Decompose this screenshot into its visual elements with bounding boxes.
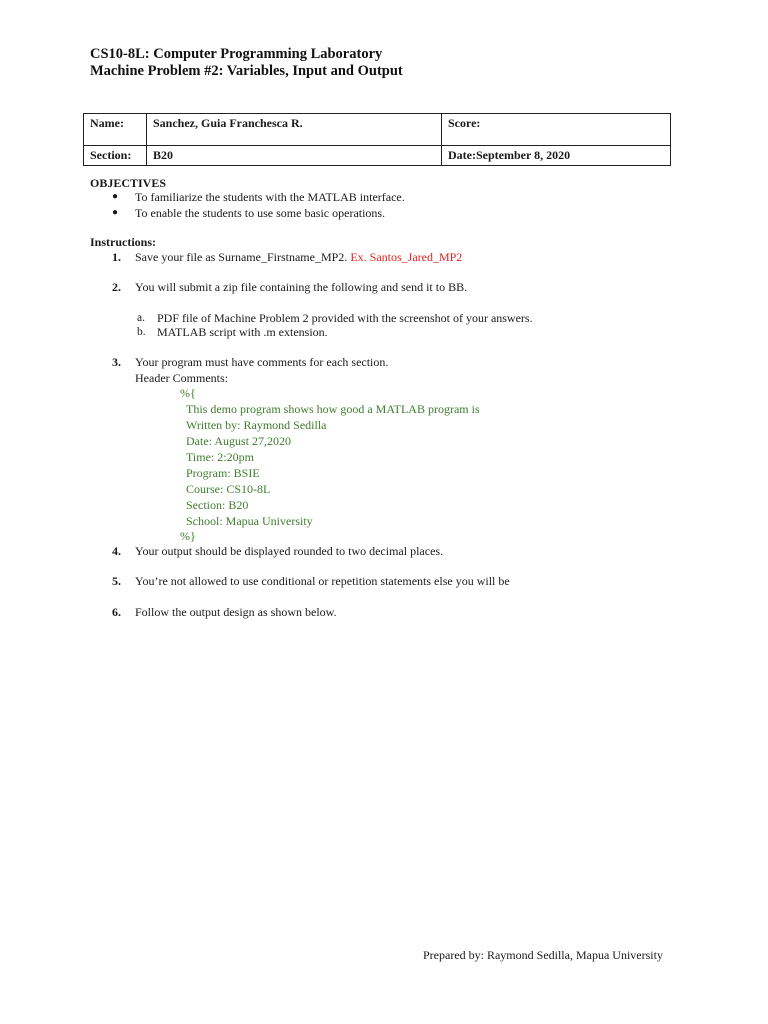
bullet-icon: ● [112, 191, 119, 202]
code-line: School: Mapua University [186, 514, 313, 528]
bullet-icon: ● [112, 207, 119, 218]
instruction-item-3: Your program must have comments for each section. [135, 355, 389, 369]
item-number: 6. [112, 605, 121, 619]
item-number: 2. [112, 280, 121, 294]
code-line: Section: B20 [186, 498, 249, 512]
code-line: Written by: Raymond Sedilla [186, 418, 327, 432]
instructions-heading: Instructions: [90, 235, 157, 249]
item-number: 1. [112, 250, 121, 264]
date-label: Date: [448, 148, 476, 162]
date-cell [442, 146, 671, 166]
item-number: 4. [112, 544, 121, 558]
student-info-table [83, 113, 671, 166]
objectives-heading: OBJECTIVES [90, 176, 167, 190]
date-value: September 8, 2020 [475, 148, 571, 162]
code-line: Program: BSIE [186, 466, 260, 480]
instruction-item-5: You’re not allowed to use conditional or repetition statements else you will be [135, 574, 510, 588]
item-number: 5. [112, 574, 121, 588]
code-close: %} [180, 529, 196, 543]
instruction-item-6: Follow the output design as shown below. [135, 605, 337, 619]
subitem-letter: b. [137, 326, 146, 338]
problem-title: Machine Problem #2: Variables, Input and Output [90, 63, 403, 79]
section-value: B20 [147, 146, 442, 166]
score-label: Score: [448, 116, 481, 130]
course-title: CS10-8L: Computer Programming Laboratory [90, 46, 383, 62]
example-filename: Ex. Santos_Jared_MP2 [350, 250, 463, 264]
instruction-item-4: Your output should be displayed rounded to two decimal places. [135, 544, 444, 558]
name-label: Name: [84, 114, 147, 146]
subitem-letter: a. [137, 312, 145, 324]
code-open: %{ [180, 386, 196, 400]
instruction-item-1 [135, 250, 462, 264]
code-line: Course: CS10-8L [186, 482, 271, 496]
footer-prepared-by: Prepared by: Raymond Sedilla, Mapua University [423, 948, 663, 962]
header-comments-label: Header Comments: [135, 371, 228, 385]
objective-item: To enable the students to use some basic operations. [135, 206, 386, 220]
instruction-item-2: You will submit a zip file containing the following and send it to BB. [135, 280, 468, 294]
subitem-a: PDF file of Machine Problem 2 provided with the screenshot of your answers. [157, 311, 533, 325]
instruction-text: Save your file as Surname_Firstname_MP2. [135, 250, 348, 264]
subitem-b: MATLAB script with .m extension. [157, 325, 328, 339]
objective-item: To familiarize the students with the MATLAB interface. [135, 190, 405, 204]
name-value: Sanchez, Guia Franchesca R. [147, 114, 442, 146]
section-label: Section: [84, 146, 147, 166]
code-line: Date: August 27,2020 [186, 434, 291, 448]
item-number: 3. [112, 355, 121, 369]
code-line: This demo program shows how good a MATLAB program is [186, 402, 480, 416]
code-line: Time: 2:20pm [186, 450, 254, 464]
score-cell [442, 114, 671, 146]
